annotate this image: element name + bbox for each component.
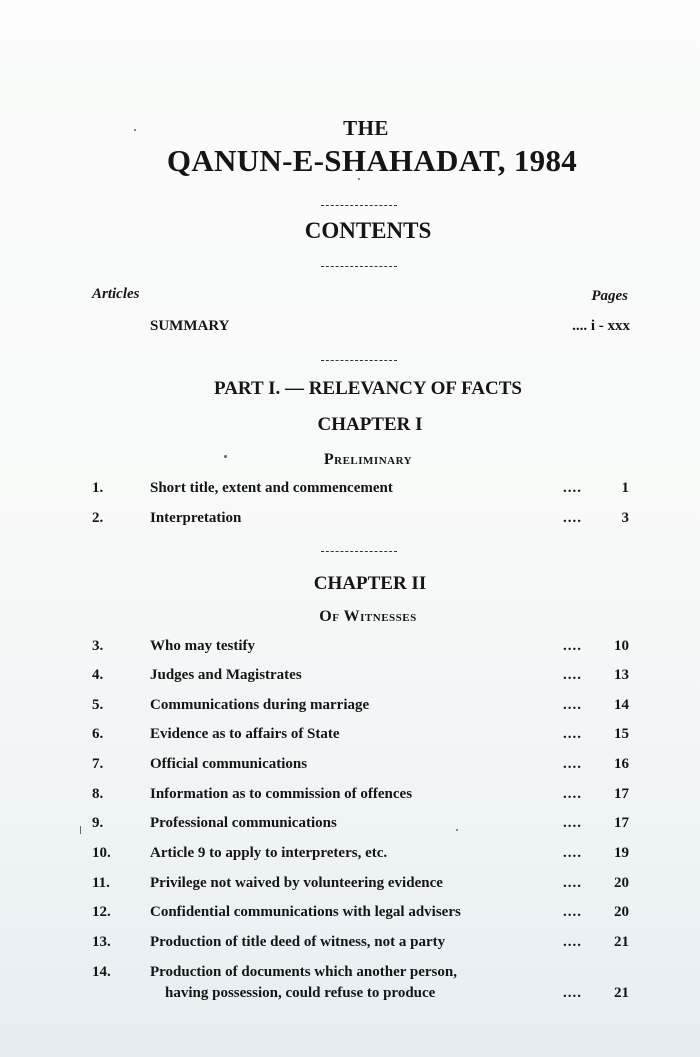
- page-number: 19: [614, 845, 629, 861]
- article-number: 6.: [92, 726, 104, 742]
- divider: [321, 205, 397, 206]
- part-title: PART I. — RELEVANCY OF FACTS: [214, 378, 522, 399]
- article-title: Confidential communications with legal advisers: [150, 904, 461, 920]
- print-speck: [80, 826, 81, 834]
- page-number: 3: [621, 510, 629, 526]
- divider: [321, 266, 397, 267]
- article-number: 9.: [92, 815, 104, 831]
- leader-dots: ....: [563, 786, 582, 802]
- article-number: 3.: [92, 638, 104, 654]
- chapter-1-title: CHAPTER I: [317, 414, 423, 435]
- article-number: 10.: [92, 845, 111, 861]
- article-number: 12.: [92, 904, 111, 920]
- page-number: 15: [614, 726, 629, 742]
- article-title: Judges and Magistrates: [150, 667, 302, 683]
- page-number: 16: [614, 756, 629, 772]
- article-number: 8.: [92, 786, 104, 802]
- leader-dots: ....: [563, 697, 582, 713]
- article-title-continuation: having possession, could refuse to produce: [165, 985, 436, 1001]
- article-title: Short title, extent and commencement: [150, 480, 393, 496]
- article-title: Interpretation: [150, 510, 242, 526]
- article-title: Official communications: [150, 756, 308, 772]
- article-title: Evidence as to affairs of State: [150, 726, 340, 742]
- chapter-2-title: CHAPTER II: [313, 573, 427, 594]
- summary-pages: .... i - xxx: [572, 318, 630, 334]
- divider: [321, 360, 397, 361]
- page-number: 20: [614, 875, 629, 891]
- page-number: 10: [614, 638, 629, 654]
- article-number: 1.: [92, 480, 104, 496]
- leader-dots: ....: [563, 667, 582, 683]
- page-number: 21: [614, 985, 629, 1001]
- leader-dots: ....: [563, 480, 582, 496]
- print-speck: [224, 455, 227, 458]
- article-title: Production of documents which another person,: [150, 964, 457, 980]
- leader-dots: ....: [563, 726, 582, 742]
- contents-heading: CONTENTS: [304, 218, 432, 243]
- leader-dots: ....: [563, 985, 582, 1001]
- leader-dots: ....: [563, 845, 582, 861]
- article-title: Communications during marriage: [150, 697, 370, 713]
- article-number: 5.: [92, 697, 104, 713]
- article-title: Information as to commission of offences: [150, 786, 413, 802]
- article-number: 7.: [92, 756, 104, 772]
- print-speck: [456, 829, 458, 831]
- article-number: 13.: [92, 934, 111, 950]
- column-header-articles: Articles: [92, 286, 140, 302]
- article-title: Production of title deed of witness, not a party: [150, 934, 446, 950]
- article-title: Article 9 to apply to interpreters, etc.: [150, 845, 388, 861]
- page-number: 1: [621, 480, 629, 496]
- page-number: 17: [614, 786, 629, 802]
- page-number: 21: [614, 934, 629, 950]
- article-number: 14.: [92, 964, 111, 980]
- article-title: Professional communications: [150, 815, 337, 831]
- summary-label: SUMMARY: [150, 318, 230, 334]
- article-number: 4.: [92, 667, 104, 683]
- heading-the: THE: [343, 116, 389, 140]
- article-title: Who may testify: [150, 638, 255, 654]
- leader-dots: ....: [563, 875, 582, 891]
- divider: [321, 551, 397, 552]
- article-number: 11.: [92, 875, 110, 891]
- print-speck: [134, 129, 136, 131]
- column-header-pages: Pages: [591, 288, 628, 304]
- leader-dots: ....: [563, 510, 582, 526]
- document-title: QANUN-E-SHAHADAT, 1984: [166, 143, 578, 178]
- chapter-2-subtitle: Of Witnesses: [319, 608, 417, 625]
- leader-dots: ....: [563, 934, 582, 950]
- page-number: 17: [614, 815, 629, 831]
- article-title: Privilege not waived by volunteering evidence: [150, 875, 443, 891]
- leader-dots: ....: [563, 756, 582, 772]
- chapter-1-subtitle: Preliminary: [323, 451, 413, 468]
- print-speck: [358, 178, 360, 180]
- article-number: 2.: [92, 510, 104, 526]
- leader-dots: ....: [563, 904, 582, 920]
- page-number: 13: [614, 667, 629, 683]
- page-number: 20: [614, 904, 629, 920]
- leader-dots: ....: [563, 638, 582, 654]
- page-number: 14: [614, 697, 629, 713]
- leader-dots: ....: [563, 815, 582, 831]
